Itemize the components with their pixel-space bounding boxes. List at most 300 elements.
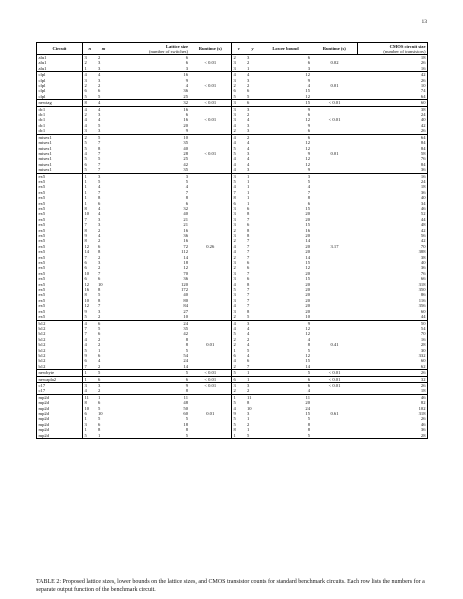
cell-cmos-size: 50 [358, 320, 428, 326]
cell-circuit: ex5 [37, 292, 83, 297]
cell-v: 4 [232, 358, 246, 363]
cell-runtime-1: 0.01 [206, 342, 215, 348]
cell-lattice-size: 16 [111, 106, 190, 112]
cell-y: 3 [246, 106, 260, 112]
cell-m: 3 [98, 222, 101, 228]
cell-lattice-size: 16 [183, 117, 188, 123]
cell-m: 10 [98, 281, 103, 287]
cell-runtime-2: < 0.01 [312, 376, 358, 382]
cell-y: 1 [247, 416, 250, 422]
cell-lattice-size: 40 [183, 145, 188, 151]
cell-cmos-size: 40 [358, 117, 428, 122]
cell-lattice-size: 4 [185, 184, 188, 190]
cell-y: 5 [247, 347, 250, 353]
cell-lower-bound: 9 [307, 122, 310, 128]
cell-cmos-size: 70 [358, 331, 428, 336]
cell-n: 4 [83, 117, 97, 122]
cell-lattice-size: 16 [111, 72, 190, 78]
cell-n: 6 [83, 88, 97, 93]
cell-lattice-size: 48 [183, 400, 188, 406]
cell-lower-bound: 20 [305, 270, 310, 276]
cell-runtime-1 [190, 433, 232, 439]
cell-lattice-size: 172 [181, 287, 188, 293]
cell-v: 3 [232, 298, 246, 303]
cell-lattice-size: 40 [183, 211, 188, 217]
cell-n: 6 [83, 358, 97, 363]
cell-y: 6 [246, 100, 260, 106]
cell-n: 2 [83, 112, 97, 117]
cell-n: 8 [83, 292, 97, 297]
cell-lower-bound: 20 [305, 243, 310, 249]
cell-n: 2 [83, 83, 97, 88]
cell-n: 8 [83, 228, 97, 233]
cell-v: 3 [232, 78, 246, 83]
cell-m: 5 [98, 93, 101, 99]
cell-cmos-size: 46 [358, 394, 428, 400]
cell-circuit: ex5 [37, 298, 83, 303]
cell-m: 5 [98, 178, 101, 184]
cell-cmos-size: 26 [358, 60, 428, 65]
cell-lower-bound: 20 [305, 216, 310, 222]
cell-lattice-size: 6 [185, 60, 188, 66]
cell-y: 7 [247, 254, 250, 260]
cell-y: 1 [247, 200, 250, 206]
table-row [37, 433, 428, 439]
cell-m: 8 [98, 249, 101, 255]
cell-m: 6 [97, 320, 111, 326]
cell-lower-bound: 15 [305, 411, 310, 416]
cell-v: 6 [232, 201, 246, 206]
cell-m: 2 [98, 238, 101, 244]
cell-m: 5 [98, 156, 101, 162]
cell-lower-bound: 12 [305, 161, 310, 167]
cell-lower-bound: 3 [260, 173, 312, 179]
cell-v: 4 [232, 167, 246, 173]
cell-m: 4 [97, 72, 111, 78]
cell-lattice-size: 9 [185, 77, 188, 83]
cell-y: 3 [247, 77, 250, 83]
cell-n: 1 [83, 179, 97, 184]
cell-n: 7 [83, 255, 97, 260]
cell-lattice-size: 7 [185, 189, 188, 195]
cell-circuit: newbyte [37, 370, 83, 376]
cell-circuit: mp2d [37, 406, 83, 411]
cell-v: 5 [232, 146, 246, 151]
cell-lower-bound: 14 [305, 238, 310, 244]
cell-runtime-1: < 0.01 [204, 117, 217, 123]
cell-lower-bound: 5 [307, 416, 310, 422]
cell-cmos-size: 42 [358, 123, 428, 128]
cell-circuit: dc1 [37, 106, 83, 112]
cell-lattice-size: 5 [185, 178, 188, 184]
cell-lower-bound: 8 [307, 195, 310, 201]
cell-v: 3 [232, 206, 246, 211]
cell-v: 2 [232, 228, 246, 233]
cell-cmos-size: 44 [358, 217, 428, 222]
cell-n: 6 [83, 162, 97, 167]
cell-m: 8 [98, 287, 101, 293]
cell-y: 8 [247, 281, 250, 287]
cell-circuit: ex5 [37, 195, 83, 200]
cell-m: 3 [98, 112, 101, 118]
cell-m: 2 [98, 314, 101, 320]
cell-lower-bound: 12 [305, 140, 310, 146]
cell-n: 7 [83, 364, 97, 370]
benchmark-table-container [36, 42, 427, 439]
cell-v: 3 [232, 276, 246, 281]
cell-circuit: ex5 [37, 201, 83, 206]
cell-y: 3 [247, 128, 250, 134]
cell-circuit: c17 [37, 382, 83, 388]
cell-y: 7 [247, 270, 250, 276]
cell-y: 5 [247, 314, 250, 320]
cell-v: 2 [232, 388, 246, 394]
cell-circuit: ex5 [37, 217, 83, 222]
cell-lower-bound: 9 [260, 320, 312, 326]
cell-v: 9 [232, 411, 246, 416]
cell-y: 3 [247, 122, 250, 128]
cell-v: 2 [232, 128, 246, 134]
cell-cmos-size: 56 [358, 233, 428, 238]
cell-m: 7 [98, 303, 101, 309]
cell-circuit: ex5 [37, 233, 83, 238]
cell-y: 4 [247, 342, 250, 348]
cell-y: 8 [247, 227, 250, 233]
cell-n: 4 [83, 337, 97, 342]
cell-m: 3 [98, 216, 101, 222]
cell-lattice-size: 42 [183, 161, 188, 167]
header-lattice-size [111, 43, 190, 55]
cell-lower-bound: 20 [305, 292, 310, 298]
cell-lattice-size: 5 [111, 433, 190, 439]
cell-n: 3 [83, 422, 97, 427]
cell-runtime-2: < 0.01 [312, 382, 358, 388]
cell-circuit: dc1 [37, 112, 83, 117]
cell-lower-bound: 15 [260, 100, 312, 106]
cell-cmos-size: 38 [358, 106, 428, 112]
cell-m: 5 [98, 405, 101, 411]
cell-n: 9 [83, 309, 97, 314]
header-runtime-2: Runtime (s) [312, 43, 358, 55]
cell-cmos-size: 42 [358, 72, 428, 78]
cell-y: 3 [246, 320, 260, 326]
cell-lower-bound: 4 [307, 336, 310, 342]
cell-n: 9 [83, 233, 97, 238]
cell-lattice-size: 9 [185, 128, 188, 134]
cell-cmos-size: 318 [358, 282, 428, 287]
cell-n: 5 [83, 433, 97, 439]
cell-lattice-size: 3 [111, 173, 190, 179]
cell-lattice-size: 35 [183, 167, 188, 173]
cell-v: 3 [232, 382, 246, 388]
cell-lower-bound: 6 [260, 382, 312, 388]
cell-lower-bound: 12 [305, 265, 310, 271]
cell-v: 3 [232, 217, 246, 222]
cell-cmos-size: 62 [358, 364, 428, 370]
cell-n: 1 [83, 66, 97, 72]
cell-cmos-size: 36 [358, 167, 428, 173]
cell-lattice-size: 6 [185, 112, 188, 118]
cell-circuit: b12 [37, 348, 83, 353]
cell-m: 4 [98, 211, 101, 217]
cell-m: 3 [98, 77, 101, 83]
cell-m: 3 [97, 173, 111, 179]
cell-y: 11 [246, 394, 260, 400]
cell-lower-bound: 8 [307, 342, 310, 348]
cell-v: 4 [232, 140, 246, 145]
cell-circuit: mp2d [37, 422, 83, 427]
cell-lattice-size: 14 [183, 254, 188, 260]
cell-cmos-size: 58 [358, 151, 428, 156]
cell-lower-bound: 15 [305, 205, 310, 211]
cell-v: 3 [232, 222, 246, 227]
table-caption: TABLE 2: Proposed lattice sizes, lower bounds on the lattice sizes, and CMOS transistor counts for standard benchmark circuits. Each row lists the numbers for a separate output function of the benchmark circuit. [36, 579, 425, 593]
cell-n: 10 [83, 406, 97, 411]
cell-lower-bound: 14 [305, 363, 310, 369]
cell-v: 4 [232, 326, 246, 331]
cell-cmos-size: 18 [358, 388, 428, 394]
cell-v: 3 [232, 292, 246, 297]
cell-cmos-size: 86 [358, 292, 428, 297]
cell-n: 3 [83, 382, 97, 388]
cell-lattice-size: 24 [183, 358, 188, 364]
cell-circuit: ex5 [37, 303, 83, 308]
cell-circuit: misex1 [37, 151, 83, 156]
cell-y: 10 [247, 405, 252, 411]
cell-lattice-size: 16 [183, 227, 188, 233]
cell-circuit: ex5 [37, 211, 83, 216]
cell-circuit: misex1 [37, 162, 83, 167]
cell-lower-bound: 6 [260, 55, 312, 61]
cell-circuit: misex1 [37, 156, 83, 161]
cell-v: 4 [232, 249, 246, 254]
cell-m: 6 [98, 400, 101, 406]
cell-lattice-size: 32 [183, 205, 188, 211]
cell-lower-bound: 12 [260, 72, 312, 78]
cell-lower-bound: 6 [307, 128, 310, 134]
cell-v: 8 [232, 427, 246, 432]
cell-m: 1 [97, 394, 111, 400]
cell-lattice-size: 16 [183, 238, 188, 244]
cell-lower-bound: 20 [305, 287, 310, 293]
cell-v: 5 [232, 422, 246, 427]
cell-y: 3 [246, 55, 260, 61]
cell-runtime-1: < 0.01 [204, 150, 217, 156]
cell-cmos-size: 102 [358, 406, 428, 411]
cell-lower-bound: 5 [260, 433, 312, 439]
cell-circuit: dc1 [37, 128, 83, 134]
cell-cmos-size: 42 [358, 238, 428, 243]
cell-y: 8 [247, 308, 250, 314]
cell-y: 4 [247, 140, 250, 146]
cell-lower-bound: 15 [305, 358, 310, 364]
cell-n: 11 [83, 394, 97, 400]
cell-lower-bound: 5 [307, 347, 310, 353]
cell-n: 4 [83, 342, 97, 347]
cell-m: 3 [98, 308, 101, 314]
cell-lower-bound: 12 [305, 331, 310, 337]
cell-lower-bound: 5 [260, 370, 312, 376]
cell-n: 3 [83, 78, 97, 83]
cell-y: 6 [247, 265, 250, 271]
cell-circuit: ex5 [37, 184, 83, 189]
cell-cmos-size: 44 [358, 314, 428, 320]
cell-y: 6 [247, 276, 250, 282]
cell-cmos-size: 10 [358, 83, 428, 88]
header-lattice-size-title: Lattice size [165, 43, 188, 49]
cell-n: 7 [83, 331, 97, 336]
cell-lattice-size: 50 [183, 405, 188, 411]
cell-circuit: misex1 [37, 167, 83, 173]
cell-cmos-size: 16 [358, 337, 428, 342]
cell-circuit: misex1 [37, 140, 83, 145]
cell-lattice-size: 120 [181, 281, 188, 287]
cell-lattice-size: 5 [185, 347, 188, 353]
cell-lattice-size: 4 [185, 83, 188, 89]
cell-cmos-size: 60 [358, 358, 428, 363]
cell-circuit: clpl [37, 83, 83, 88]
cell-cmos-size: 38 [358, 255, 428, 260]
cell-cmos-size: 16 [358, 66, 428, 72]
cell-v: 5 [232, 400, 246, 405]
cell-v: 3 [232, 60, 246, 65]
cell-v: 2 [232, 55, 246, 61]
cell-circuit: mp2d [37, 416, 83, 421]
cell-m: 10 [98, 411, 103, 416]
cell-lattice-size: 8 [185, 336, 188, 342]
cell-y: 3 [246, 382, 260, 388]
cell-lattice-size: 42 [183, 331, 188, 337]
cell-cmos-size: 26 [358, 78, 428, 83]
cell-m: 3 [98, 60, 101, 66]
cell-m: 6 [98, 88, 101, 94]
cell-y: 1 [246, 370, 260, 376]
cell-lattice-size: 36 [183, 276, 188, 282]
cell-lower-bound: 12 [305, 145, 310, 151]
cell-cmos-size: 48 [358, 222, 428, 227]
cell-circuit: ex5 [37, 228, 83, 233]
cell-circuit: ex5 [37, 282, 83, 287]
cell-lower-bound: 9 [307, 150, 310, 156]
cell-m: 4 [98, 184, 101, 190]
cell-v: 8 [232, 195, 246, 200]
cell-circuit: alu1 [37, 55, 83, 61]
cell-m: 8 [98, 297, 101, 303]
cell-y: 1 [247, 184, 250, 190]
cell-y: 4 [247, 352, 250, 358]
cell-cmos-size: 350 [358, 287, 428, 292]
cell-lower-bound: 3 [307, 65, 310, 71]
cell-y: 2 [247, 336, 250, 342]
cell-lower-bound: 15 [305, 222, 310, 228]
cell-lattice-size: 10 [111, 134, 190, 140]
cell-cmos-size: 34 [358, 201, 428, 206]
cell-circuit: ex5 [37, 179, 83, 184]
cell-circuit: alu1 [37, 60, 83, 65]
cell-circuit: mp2d [37, 394, 83, 400]
cell-cmos-size: 70 [358, 244, 428, 249]
cell-runtime-1: < 0.01 [190, 370, 232, 376]
cell-m: 6 [98, 243, 101, 249]
cell-v: 5 [232, 151, 246, 156]
cell-n: 4 [83, 106, 97, 112]
cell-circuit: ex5 [37, 190, 83, 195]
cell-m: 4 [98, 205, 101, 211]
cell-n: 1 [83, 195, 97, 200]
cell-lattice-size: 8 [185, 342, 188, 348]
cell-cmos-size: 84 [358, 146, 428, 151]
cell-circuit: clpl [37, 94, 83, 100]
cell-lattice-size: 112 [181, 249, 188, 255]
cell-circuit: b12 [37, 337, 83, 342]
cell-y: 7 [247, 292, 250, 298]
cell-m: 5 [98, 122, 101, 128]
cell-circuit: alu1 [37, 66, 83, 72]
page-number: 13 [421, 19, 427, 25]
cell-lattice-size: 72 [183, 243, 188, 249]
cell-lower-bound: 12 [305, 93, 310, 99]
cell-n: 1 [83, 190, 97, 195]
cell-circuit: clpl [37, 78, 83, 83]
cell-cmos-size: 36 [358, 265, 428, 270]
cell-lower-bound: 6 [307, 60, 310, 66]
cell-n: 6 [83, 411, 97, 416]
cell-lower-bound: 8 [307, 421, 310, 427]
cell-m: 7 [98, 150, 101, 156]
cell-v: 4 [232, 72, 246, 78]
cell-y: 6 [247, 260, 250, 266]
cell-y: 8 [247, 211, 250, 217]
cell-runtime-2: < 0.01 [312, 100, 358, 106]
cell-y: 2 [247, 421, 250, 427]
cell-n: 4 [83, 388, 97, 394]
cell-m: 4 [98, 117, 101, 123]
cell-circuit: b12 [37, 326, 83, 331]
cell-v: 1 [232, 433, 246, 439]
cell-n: 1 [83, 370, 97, 376]
cell-v: 6 [232, 353, 246, 358]
cell-y: 7 [247, 363, 250, 369]
cell-lattice-size: 21 [183, 216, 188, 222]
cell-lower-bound: 4 [307, 184, 310, 190]
cell-y: 7 [247, 249, 250, 255]
cell-lattice-size: 24 [111, 320, 190, 326]
cell-y: 3 [247, 411, 250, 416]
header-cmos-size [358, 43, 428, 55]
cell-m: 4 [98, 358, 101, 364]
cell-circuit: ex5 [37, 255, 83, 260]
cell-n: 4 [83, 123, 97, 128]
cell-y: 8 [247, 233, 250, 238]
cell-v: 3 [232, 106, 246, 112]
cell-circuit: ex5 [37, 271, 83, 276]
cell-n: 14 [83, 249, 97, 254]
cell-v: 2 [232, 337, 246, 342]
cell-y: 2 [246, 134, 260, 140]
cell-lower-bound: 10 [305, 314, 310, 320]
cell-cmos-size: 64 [358, 94, 428, 100]
cell-v: 4 [232, 162, 246, 167]
cell-circuit: ex5 [37, 314, 83, 320]
cell-cmos-size: 26 [358, 128, 428, 134]
cell-m: 5 [98, 416, 101, 422]
cell-n: 10 [83, 271, 97, 276]
cell-m: 7 [98, 167, 101, 173]
cell-y: 4 [247, 156, 250, 162]
cell-lattice-size: 35 [183, 325, 188, 331]
cell-lower-bound: 9 [307, 167, 310, 173]
cell-cmos-size: 32 [358, 376, 428, 382]
